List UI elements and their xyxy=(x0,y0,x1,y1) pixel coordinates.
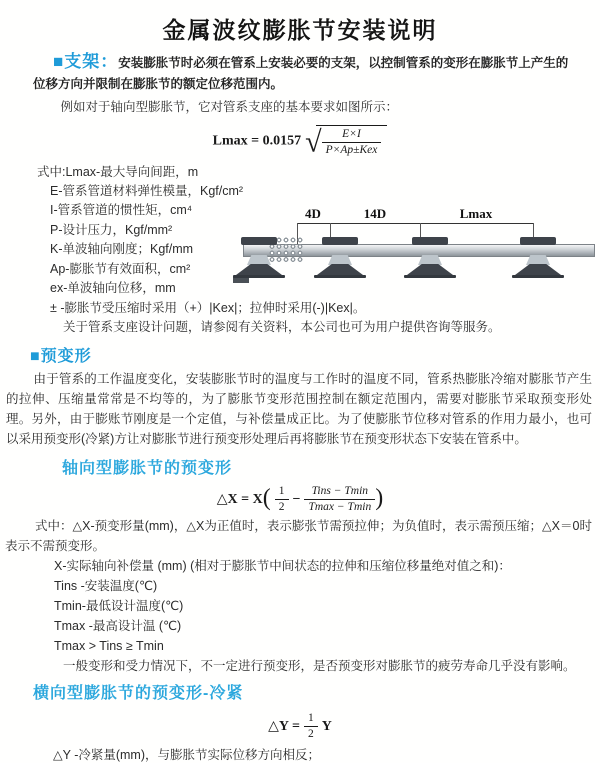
support-neck xyxy=(247,255,271,265)
predeform-section-heading: ■预变形 xyxy=(30,348,92,366)
lmax-radicand xyxy=(316,125,388,157)
support-example-text: 例如对于轴向型膨胀节，它对管系支座的基本要求如图所示： xyxy=(60,100,399,114)
support-base-bar xyxy=(233,275,285,278)
support-body-text: 安装膨胀节时必须在管系上安装必要的支架，以控制管系的变形在膨胀节上产生的位移方向并限制在膨胀节的额定位移范围内。 xyxy=(33,56,569,91)
anchor-support xyxy=(233,237,285,281)
page-title: 金属波纹膨胀节安装说明 xyxy=(162,17,438,43)
support-neck xyxy=(418,255,442,265)
lateral-predeform-heading: 横向型膨胀节的预变形-冷紧 xyxy=(33,685,244,703)
temp-relation: Tmax > Tins ≥ Tmin xyxy=(54,639,164,654)
open-paren: ( xyxy=(262,485,271,512)
axial-predeform-heading: 轴向型膨胀节的预变形 xyxy=(62,460,233,478)
dy-frac-num: 1 xyxy=(304,712,318,727)
axial-formula-notes xyxy=(5,516,592,676)
dx-frac1-den: 2 xyxy=(278,501,285,514)
lmax-denominator: P×Ap±Kex xyxy=(325,144,378,156)
support-cap xyxy=(412,237,448,245)
temp-definition: Tins -安装温度(℃) xyxy=(54,579,158,594)
support-neck xyxy=(526,255,550,265)
dim-label-lmax: Lmax xyxy=(459,206,493,221)
support-base-bar xyxy=(512,275,564,278)
support-base xyxy=(407,264,453,275)
axial-predeform-formula xyxy=(0,485,600,514)
support-section-heading: ■支架： xyxy=(53,52,119,71)
dx-formula-lhs: △X = X xyxy=(216,492,263,508)
lmax-formula-lhs: Lmax = 0.0157 xyxy=(212,133,302,149)
support-neck xyxy=(328,255,352,265)
definition-item: E-管系管道材料弹性模量，Kgf/cm² xyxy=(50,184,244,199)
sqrt-symbol: √ xyxy=(305,125,322,159)
dx-definition-note: 式中：△X-预变形量(mm)，△X为正值时，表示膨张节需预拉伸；为负值时，表示需预压缩；△X＝0时表示不需预变形。 xyxy=(5,519,592,554)
support-cap xyxy=(322,237,358,245)
definition-lead-line: 式中:Lmax-最大导向间距，m xyxy=(37,164,199,179)
definition-item: ex-单波轴向位移，mm xyxy=(50,281,176,296)
dy-definition-note: △Y -冷紧量(mm)，与膨胀节实际位移方向相反； xyxy=(53,748,321,763)
dy-formula-lhs: △Y = xyxy=(268,719,300,735)
dy-frac-den: 2 xyxy=(307,728,314,741)
temp-definition: Tmin-最低设计温度(℃) xyxy=(54,599,184,614)
lmax-formula xyxy=(0,125,600,160)
pipe-support-diagram xyxy=(243,206,597,304)
dim-label-4d: 4D xyxy=(305,206,321,221)
dimension-line xyxy=(297,223,534,224)
dx-frac2-num: Tins − Tmin xyxy=(304,485,375,500)
temp-definition: Tmax -最高设计温 (℃) xyxy=(54,619,182,634)
minus-sign: − xyxy=(292,492,301,508)
definition-item-plusminus: ± -膨胀节受压缩时采用（+）|Kex|；拉伸时采用(-)|Kex|。 xyxy=(50,300,366,315)
definition-item: P-设计压力，Kgf/mm² xyxy=(50,222,173,237)
dx-frac1-num: 1 xyxy=(275,485,289,500)
dx-frac2-den: Tmax − Tmin xyxy=(308,501,372,514)
guide-support xyxy=(512,237,564,281)
lmax-numerator: E×I xyxy=(322,128,382,143)
support-cap xyxy=(241,237,277,245)
support-cap xyxy=(520,237,556,245)
predeform-body-text: 由于管系的工作温度变化，安装膨胀节时的温度与工作时的温度不同，管系热膨胀冷缩对膨胀节产生的拉伸、压缩量常常是不均等的，为了膨胀节变形范围控制在额定范围内，需要对膨胀节采取预变形处理。另外，由于膨账节刚度是一个定值，与补偿量成正比。为了使膨胀节位移对管系的作用力最小，也可以采用预变形(冷紧)方让对膨胀节进行预变形处理后再将膨胀节在预变形状态下安装在管系中。 xyxy=(6,372,592,447)
support-base xyxy=(317,264,363,275)
guide-support xyxy=(404,237,456,281)
support-base xyxy=(515,264,561,275)
x-definition-note: X-实际轴向补偿量 (mm) (相对于膨胀节中间状态的拉伸和压缩位移量绝对值之和)： xyxy=(54,559,511,574)
guide-support xyxy=(314,237,366,281)
definition-item: I-管系管道的惯性矩，cm⁴ xyxy=(50,203,193,218)
support-base-bar xyxy=(314,275,366,278)
definition-item: Ap-膨胀节有效面积，cm² xyxy=(50,261,191,276)
support-consulting-note: 关于管系支座设计问题，请参阅有关资料，本公司也可为用户提供咨询等服务。 xyxy=(63,319,501,334)
dy-formula-rhs: Y xyxy=(321,719,332,735)
support-base xyxy=(236,264,282,275)
support-paragraph xyxy=(33,51,580,95)
general-deform-note: 一般变形和受力情况下，不一定进行预变形，是否预变形对膨胀节的疲劳寿命几乎没有影响。 xyxy=(63,659,576,674)
definition-item: K-单波轴向刚度；Kgf/mm xyxy=(50,242,194,257)
dim-label-14d: 14D xyxy=(363,206,387,221)
support-base-bar xyxy=(404,275,456,278)
close-paren: ) xyxy=(375,485,384,512)
